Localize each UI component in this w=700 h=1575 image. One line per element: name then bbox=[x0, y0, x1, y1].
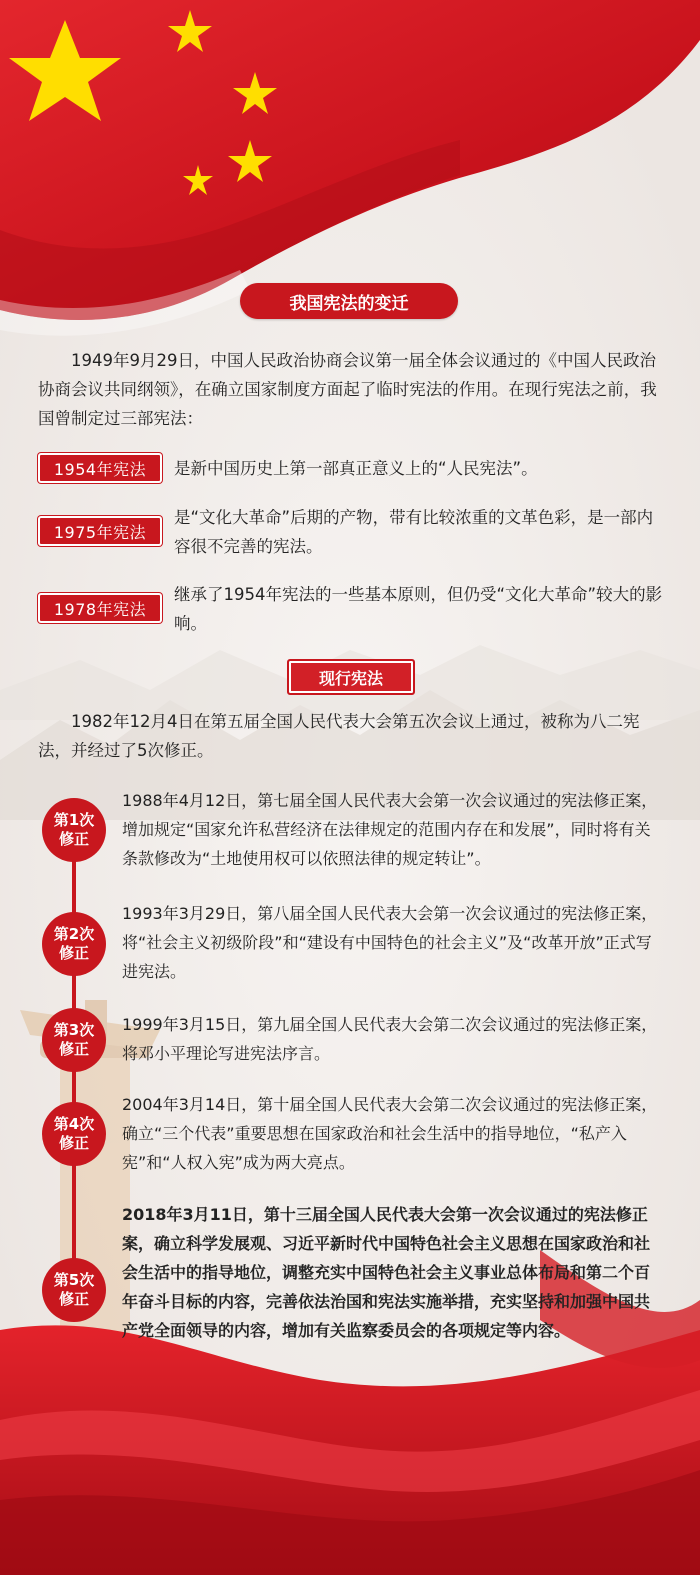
amendment-3-label: 第3次 bbox=[53, 1021, 95, 1039]
amendment-4-text: 2004年3月14日，第十届全国人民代表大会第二次会议通过的宪法修正案，确立“三个代表”重要思想在国家政治和社会生活中的指导地位，“私产入宪”和“人权入宪”成为两大亮点。 bbox=[122, 1095, 658, 1172]
amendment-5-text: 2018年3月11日，第十三届全国人民代表大会第一次会议通过的宪法修正案，确立科学发展观、习近平新时代中国特色社会主义思想在国家政治和社会生活中的指导地位，调整充实中国特色社会主义事业总体布局和第二个百年奋斗目标的内容，完善依法治国和宪法实施举措，充实坚持和加强中国共产党全面领导的内容，增加有关监察委员会的各项规定等内容。 bbox=[122, 1205, 651, 1340]
intro-paragraph: 1949年9月29日，中国人民政治协商会议第一届全体会议通过的《中国人民政治协商会议共同纲领》，在确立国家制度方面起了临时宪法的作用。在现行宪法之前，我国曾制定过三部宪法： bbox=[38, 351, 657, 428]
amendment-1-marker bbox=[42, 798, 106, 862]
amendment-1-label: 第1次 bbox=[53, 811, 95, 829]
amendment-4-label-2: 修正 bbox=[58, 1134, 89, 1152]
desc-1954: 是新中国历史上第一部真正意义上的“人民宪法”。 bbox=[174, 459, 538, 478]
amendment-2-label: 第2次 bbox=[53, 925, 95, 943]
amendment-5-label: 第5次 bbox=[53, 1271, 95, 1289]
amendment-4-label: 第4次 bbox=[53, 1115, 95, 1133]
amendment-2-marker bbox=[42, 912, 106, 976]
section-title-history: 我国宪法的变迁 bbox=[240, 283, 458, 319]
amendment-3-text: 1999年3月15日，第九届全国人民代表大会第二次会议通过的宪法修正案，将邓小平理论写进宪法序言。 bbox=[122, 1015, 658, 1063]
badge-1978: 1978年宪法 bbox=[38, 593, 162, 623]
amendment-3-marker bbox=[42, 1008, 106, 1072]
current-intro-paragraph: 1982年12月4日在第五届全国人民代表大会第五次会议上通过，被称为八二宪法，并经过了5次修正。 bbox=[38, 712, 640, 760]
amendment-2-text: 1993年3月29日，第八届全国人民代表大会第一次会议通过的宪法修正案，将“社会主义初级阶段”和“建设有中国特色的社会主义”及“改革开放”正式写进宪法。 bbox=[122, 904, 658, 981]
amendment-1-text: 1988年4月12日，第七届全国人民代表大会第一次会议通过的宪法修正案，增加规定“国家允许私营经济在法律规定的范围内存在和发展”，同时将有关条款修改为“土地使用权可以依照法律的规定转让”。 bbox=[122, 791, 658, 868]
amendment-4-marker bbox=[42, 1102, 106, 1166]
badge-1954: 1954年宪法 bbox=[38, 453, 162, 483]
desc-1978: 继承了1954年宪法的一些基本原则，但仍受“文化大革命”较大的影响。 bbox=[174, 585, 663, 633]
amendment-5-label-2: 修正 bbox=[58, 1290, 89, 1308]
desc-1975: 是“文化大革命”后期的产物，带有比较浓重的文革色彩，是一部内容很不完善的宪法。 bbox=[174, 508, 654, 556]
amendment-3-label-2: 修正 bbox=[58, 1040, 89, 1058]
badge-1975: 1975年宪法 bbox=[38, 516, 162, 546]
section-title-current: 现行宪法 bbox=[287, 659, 415, 695]
amendment-2-label-2: 修正 bbox=[58, 944, 89, 962]
amendment-5-marker bbox=[42, 1258, 106, 1322]
amendment-1-label-2: 修正 bbox=[58, 830, 89, 848]
